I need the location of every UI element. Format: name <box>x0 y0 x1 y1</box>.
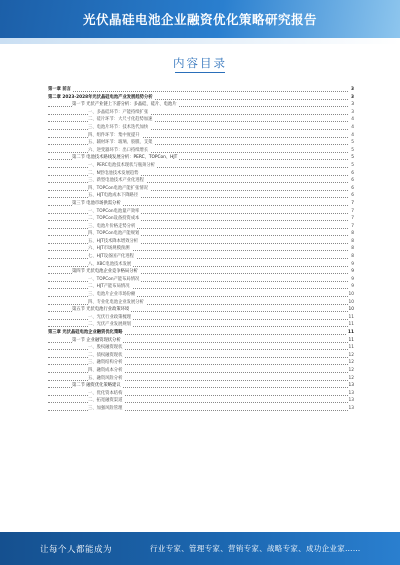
toc-entry[interactable] <box>48 367 354 375</box>
toc-entry-text: 二、光伏产业发展规划 <box>88 322 131 328</box>
toc-entry[interactable] <box>48 306 354 314</box>
toc-entry-page: 4 <box>351 124 354 130</box>
toc-entry-text: 五、融资风险分析 <box>88 375 123 381</box>
toc-entry-page: 12 <box>348 367 354 373</box>
toc-entry-text: 二、TOPCon设备投资成本 <box>88 216 140 222</box>
toc-entry-page: 6 <box>351 170 354 176</box>
toc-entry-text: 四、TOPCon电池产能扩张情况 <box>88 185 148 191</box>
toc-entry[interactable] <box>48 101 354 109</box>
toc-entry-text: 一、优化资本结构 <box>88 390 123 396</box>
toc-entry[interactable] <box>48 230 354 238</box>
toc-entry[interactable] <box>48 382 354 390</box>
toc-entry[interactable] <box>48 238 354 246</box>
toc-entry-page: 4 <box>351 117 354 123</box>
toc-entry[interactable] <box>48 86 354 94</box>
toc-entry-page: 12 <box>348 352 354 358</box>
toc-entry-text: 一、光伏行业政策梳理 <box>88 314 131 320</box>
toc-entry-text: 二、硅片环节：大尺寸化趋势加速 <box>88 117 153 123</box>
toc-entry-text: 第二节 融资优化策略建议 <box>72 383 121 389</box>
toc-entry[interactable] <box>48 185 354 193</box>
toc-entry-text: 三、电池片价格走势分析 <box>88 223 136 229</box>
toc-entry-text: 四、TOPCon电池产能规划 <box>88 231 140 237</box>
toc-entry[interactable] <box>48 192 354 200</box>
toc-entry-page: 9 <box>351 276 354 282</box>
toc-entry-text: 第二节 电池技术路线发展分析：PERC、TOPCon、HJT <box>72 155 178 161</box>
toc-entry-page: 5 <box>351 140 354 146</box>
toc-entry[interactable] <box>48 390 354 398</box>
toc-entry[interactable] <box>48 147 354 155</box>
toc-entry-text: 第五节 光伏电池行业政策环境 <box>72 307 130 313</box>
toc-entry-page: 5 <box>351 162 354 168</box>
toc-list <box>48 86 354 413</box>
toc-entry-text: 三、新型电池技术产业化进程 <box>88 178 144 184</box>
toc-entry[interactable] <box>48 291 354 299</box>
toc-entry[interactable] <box>48 200 354 208</box>
toc-entry-text: 三、电池片企业市场份额 <box>88 292 136 298</box>
toc-entry[interactable] <box>48 283 354 291</box>
toc-entry-page: 6 <box>351 185 354 191</box>
toc-entry-page: 13 <box>348 398 354 404</box>
toc-entry[interactable] <box>48 245 354 253</box>
toc-entry-page: 7 <box>351 208 354 214</box>
toc-entry[interactable] <box>48 344 354 352</box>
toc-entry[interactable] <box>48 154 354 162</box>
toc-entry-text: 二、债权融资现状 <box>88 352 123 358</box>
toc-entry-text: 三、电池片环节：技术迭代加快 <box>88 124 149 130</box>
toc-title-underline <box>175 72 225 73</box>
toc-entry-text: 三、加强风险管理 <box>88 405 123 411</box>
footer-slogan: 让每个人都能成为 <box>40 545 113 555</box>
toc-entry-text: 四、组件环节：集中度提升 <box>88 132 140 138</box>
toc-entry-page: 8 <box>351 238 354 244</box>
toc-entry[interactable] <box>48 253 354 261</box>
toc-entry[interactable] <box>48 215 354 223</box>
toc-entry-text: 一、TOPCon电池量产效率 <box>88 208 140 214</box>
toc-entry-page: 3 <box>351 87 354 92</box>
toc-entry[interactable] <box>48 321 354 329</box>
toc-entry-text: 第一节 企业融资现状分析 <box>72 337 121 343</box>
toc-entry-page: 13 <box>348 405 354 411</box>
toc-entry-text: 五、HJT电池成本下降路径 <box>88 193 139 199</box>
toc-entry-text: 四、专业化电池企业发展分析 <box>88 299 144 305</box>
toc-entry[interactable] <box>48 177 354 185</box>
toc-leader-dots <box>48 91 348 92</box>
footer-band <box>0 532 400 565</box>
toc-entry-text: 五、HJT技术降本增效分析 <box>88 238 139 244</box>
toc-entry-page: 10 <box>348 292 354 298</box>
toc-entry[interactable] <box>48 359 354 367</box>
toc-entry-page: 3 <box>351 102 354 108</box>
toc-entry[interactable] <box>48 405 354 413</box>
toc-entry-text: 一、股权融资现状 <box>88 345 123 351</box>
toc-entry-page: 7 <box>351 216 354 222</box>
toc-entry-text: 第二章 2023-2028年光伏晶硅电池产业发展趋势分析 <box>48 94 153 100</box>
footer-tagline: 行业专家、管理专家、营销专家、战略专家、成功企业家…… <box>150 544 361 553</box>
toc-entry[interactable] <box>48 116 354 124</box>
toc-entry-page: 4 <box>351 132 354 138</box>
toc-entry-text: 一、多晶硅环节：产能持续扩张 <box>88 109 149 115</box>
toc-entry-page: 13 <box>348 383 354 389</box>
toc-entry[interactable] <box>48 375 354 383</box>
toc-entry-page: 9 <box>351 284 354 290</box>
toc-entry-page: 9 <box>351 269 354 275</box>
toc-entry-text: 五、辅材环节：玻璃、胶膜、支架 <box>88 140 153 146</box>
toc-entry-page: 11 <box>348 345 354 351</box>
toc-entry-text: 二、N型电池技术发展趋势 <box>88 170 139 176</box>
toc-entry[interactable] <box>48 337 354 345</box>
toc-entry-text: 三、融资结构分析 <box>88 360 123 366</box>
toc-entry[interactable] <box>48 124 354 132</box>
toc-entry-text: 六、逆变器环节：出口持续增长 <box>88 147 149 153</box>
toc-entry[interactable] <box>48 397 354 405</box>
toc-entry-text: 四、融资成本分析 <box>88 367 123 373</box>
toc-entry[interactable] <box>48 139 354 147</box>
toc-entry[interactable] <box>48 170 354 178</box>
toc-entry-text: 七、HJT设备国产化进程 <box>88 254 134 260</box>
toc-entry-page: 13 <box>348 390 354 396</box>
toc-entry-page: 11 <box>348 322 354 328</box>
toc-entry-page: 7 <box>351 223 354 229</box>
toc-entry-page: 11 <box>348 314 354 320</box>
toc-entry-page: 7 <box>351 200 354 206</box>
toc-entry-text: 第四节 光伏电池企业竞争格局分析 <box>72 269 138 275</box>
toc-entry[interactable] <box>48 268 354 276</box>
toc-entry[interactable] <box>48 94 354 102</box>
toc-entry[interactable] <box>48 261 354 269</box>
toc-entry-text: 八、XBC电池技术发展 <box>88 261 132 267</box>
toc-entry[interactable] <box>48 299 354 307</box>
toc-entry-text: 一、TOPCon产能布局情况 <box>88 276 140 282</box>
toc-entry-page: 6 <box>351 193 354 199</box>
toc-entry-page: 8 <box>351 246 354 252</box>
toc-entry-page: 12 <box>348 360 354 366</box>
toc-entry[interactable] <box>48 314 354 322</box>
toc-entry[interactable] <box>48 109 354 117</box>
toc-entry[interactable] <box>48 276 354 284</box>
toc-entry[interactable] <box>48 132 354 140</box>
toc-entry-page: 10 <box>348 299 354 305</box>
toc-entry[interactable] <box>48 223 354 231</box>
toc-entry-page: 8 <box>351 254 354 260</box>
toc-entry-page: 8 <box>351 231 354 237</box>
toc-entry-page: 12 <box>348 375 354 381</box>
toc-entry-page: 3 <box>351 94 354 100</box>
toc-entry-text: 一、PERC电池技术现状与瓶颈分析 <box>88 162 155 168</box>
toc-entry-text: 二、HJT产能布局情况 <box>88 284 130 290</box>
toc-entry-page: 11 <box>348 337 354 343</box>
report-title: 光伏晶硅电池企业融资优化策略研究报告 <box>82 12 317 27</box>
toc-entry-text: 第三章 光伏晶硅电池企业融资优化策略 <box>48 330 123 335</box>
toc-entry-page: 11 <box>348 330 354 335</box>
toc-entry-page: 6 <box>351 178 354 184</box>
toc-entry-page: 10 <box>348 307 354 313</box>
toc-entry-text: 第一章 前言 <box>48 87 71 92</box>
toc-title: 内容目录 <box>173 56 227 70</box>
header-decoration <box>0 38 400 44</box>
toc-entry-page: 5 <box>351 155 354 161</box>
toc-entry-text: 二、拓宽融资渠道 <box>88 398 123 404</box>
toc-entry-page: 5 <box>351 147 354 153</box>
toc-entry[interactable] <box>48 162 354 170</box>
toc-entry[interactable] <box>48 352 354 360</box>
toc-entry[interactable] <box>48 329 354 337</box>
toc-entry[interactable] <box>48 208 354 216</box>
toc-entry-page: 9 <box>351 261 354 267</box>
toc-entry-text: 六、HJT市场规模预测 <box>88 246 130 252</box>
toc-entry-page: 3 <box>351 109 354 115</box>
toc-entry-text: 第一节 光伏产业链上下游分析：多晶硅、硅片、电池片 <box>72 102 177 108</box>
toc-entry-text: 第三节 电池市场供需分析 <box>72 200 121 206</box>
